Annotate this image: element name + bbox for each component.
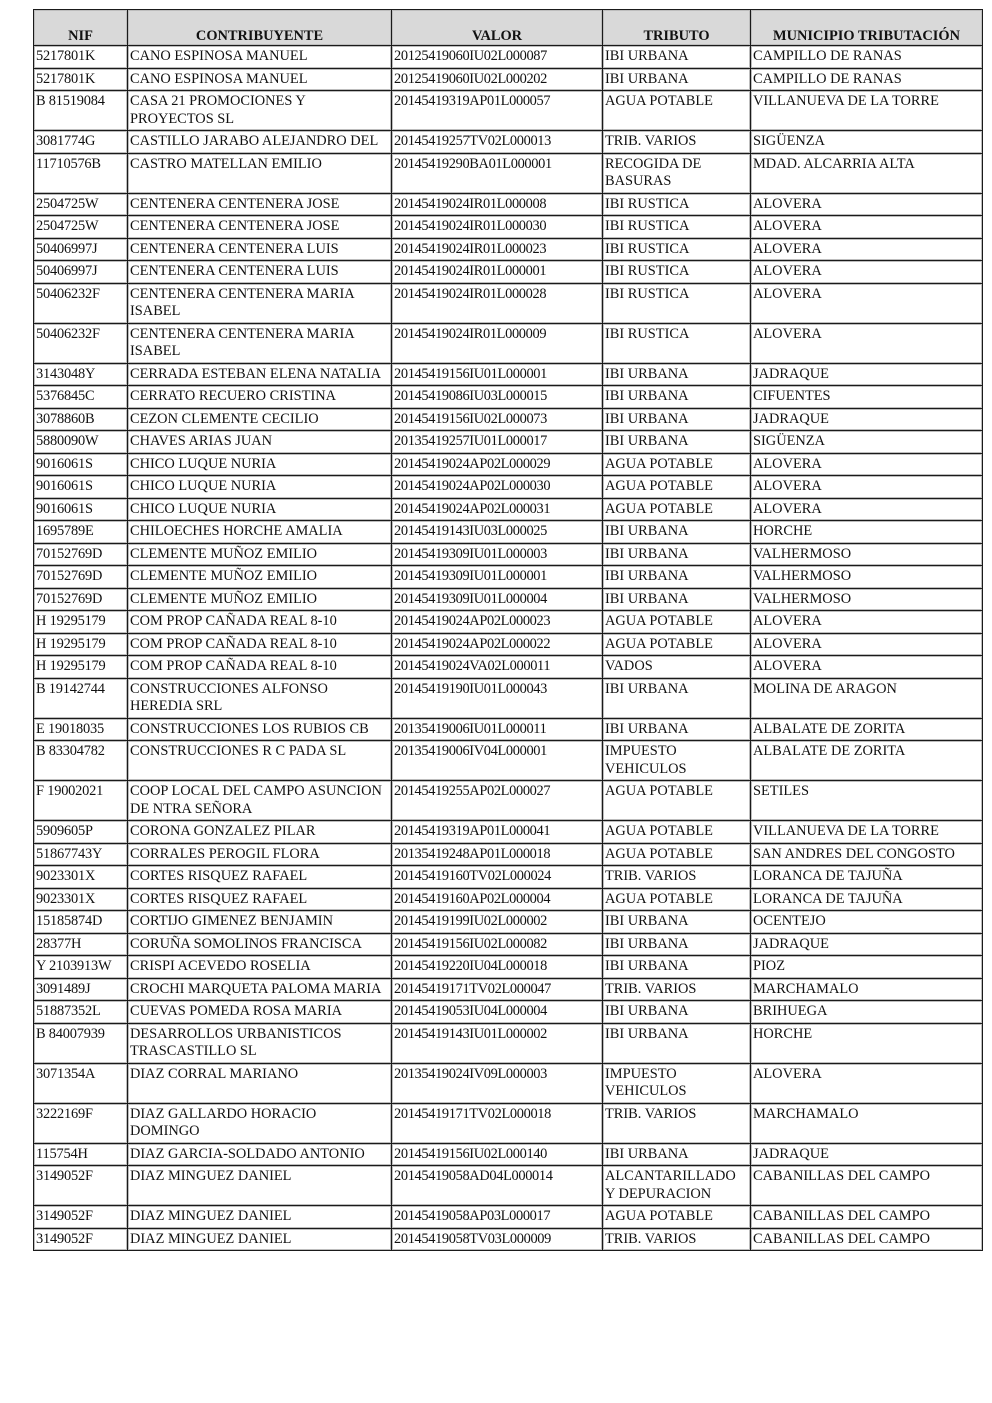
cell-valor: 20145419156IU02L000140	[392, 1143, 603, 1166]
cell-tributo: IBI RUSTICA	[603, 193, 751, 216]
cell-municipio: ALOVERA	[751, 453, 983, 476]
header-tributo: TRIBUTO	[603, 10, 751, 46]
cell-nif: 115754H	[34, 1143, 128, 1166]
cell-tributo: IBI RUSTICA	[603, 261, 751, 284]
cell-municipio: VALHERMOSO	[751, 543, 983, 566]
table-row	[34, 1228, 983, 1251]
cell-nif: 50406232F	[34, 323, 128, 363]
cell-municipio: ALOVERA	[751, 261, 983, 284]
cell-contribuyente: DESARROLLOS URBANISTICOS TRASCASTILLO SL	[128, 1023, 392, 1063]
cell-tributo: TRIB. VARIOS	[603, 131, 751, 154]
cell-valor: 20145419309IU01L000004	[392, 588, 603, 611]
table-row	[34, 261, 983, 284]
table-row	[34, 521, 983, 544]
cell-valor: 20135419024IV09L000003	[392, 1063, 603, 1103]
table-row	[34, 543, 983, 566]
cell-valor: 20145419220IU04L000018	[392, 956, 603, 979]
cell-contribuyente: CONSTRUCCIONES R C PADA SL	[128, 741, 392, 781]
cell-contribuyente: DIAZ GARCIA-SOLDADO ANTONIO	[128, 1143, 392, 1166]
cell-tributo: IBI URBANA	[603, 1143, 751, 1166]
cell-municipio: ALOVERA	[751, 656, 983, 679]
table-row	[34, 1143, 983, 1166]
cell-valor: 20135419006IU01L000011	[392, 718, 603, 741]
cell-tributo: AGUA POTABLE	[603, 453, 751, 476]
cell-contribuyente: CENTENERA CENTENERA LUIS	[128, 261, 392, 284]
cell-valor: 20145419143IU01L000002	[392, 1023, 603, 1063]
cell-nif: 51887352L	[34, 1001, 128, 1024]
table-row	[34, 843, 983, 866]
cell-contribuyente: CASTRO MATELLAN EMILIO	[128, 153, 392, 193]
cell-municipio: ALOVERA	[751, 476, 983, 499]
cell-nif: 11710576B	[34, 153, 128, 193]
cell-municipio: CAMPILLO DE RANAS	[751, 46, 983, 69]
table-row	[34, 611, 983, 634]
cell-nif: 3149052F	[34, 1228, 128, 1251]
cell-contribuyente: CLEMENTE MUÑOZ EMILIO	[128, 588, 392, 611]
cell-contribuyente: CRISPI ACEVEDO ROSELIA	[128, 956, 392, 979]
cell-contribuyente: COM PROP CAÑADA REAL 8-10	[128, 633, 392, 656]
cell-valor: 20145419058TV03L000009	[392, 1228, 603, 1251]
table-row	[34, 656, 983, 679]
cell-contribuyente: CONSTRUCCIONES LOS RUBIOS CB	[128, 718, 392, 741]
table-row	[34, 888, 983, 911]
cell-municipio: OCENTEJO	[751, 911, 983, 934]
cell-municipio: ALOVERA	[751, 1063, 983, 1103]
cell-nif: 28377H	[34, 933, 128, 956]
table-row	[34, 678, 983, 718]
cell-tributo: IBI URBANA	[603, 588, 751, 611]
cell-valor: 20145419156IU02L000073	[392, 408, 603, 431]
cell-contribuyente: CENTENERA CENTENERA JOSE	[128, 193, 392, 216]
cell-contribuyente: CERRATO RECUERO CRISTINA	[128, 386, 392, 409]
cell-valor: 20145419053IU04L000004	[392, 1001, 603, 1024]
table-row	[34, 718, 983, 741]
cell-valor: 20145419309IU01L000003	[392, 543, 603, 566]
cell-municipio: MDAD. ALCARRIA ALTA	[751, 153, 983, 193]
cell-valor: 20145419024IR01L000028	[392, 283, 603, 323]
cell-contribuyente: CHICO LUQUE NURIA	[128, 498, 392, 521]
cell-municipio: VALHERMOSO	[751, 566, 983, 589]
cell-municipio: JADRAQUE	[751, 363, 983, 386]
cell-municipio: JADRAQUE	[751, 933, 983, 956]
cell-contribuyente: DIAZ MINGUEZ DANIEL	[128, 1206, 392, 1229]
cell-tributo: IBI RUSTICA	[603, 283, 751, 323]
cell-tributo: IBI URBANA	[603, 408, 751, 431]
cell-municipio: LORANCA DE TAJUÑA	[751, 888, 983, 911]
cell-valor: 20145419309IU01L000001	[392, 566, 603, 589]
cell-contribuyente: CLEMENTE MUÑOZ EMILIO	[128, 566, 392, 589]
cell-tributo: IBI URBANA	[603, 363, 751, 386]
cell-tributo: IBI RUSTICA	[603, 323, 751, 363]
table-row	[34, 933, 983, 956]
cell-contribuyente: CHILOECHES HORCHE AMALIA	[128, 521, 392, 544]
cell-valor: 20145419024IR01L000009	[392, 323, 603, 363]
cell-contribuyente: DIAZ MINGUEZ DANIEL	[128, 1228, 392, 1251]
header-municipio: MUNICIPIO TRIBUTACIÓN	[751, 10, 983, 46]
cell-tributo: IBI URBANA	[603, 1001, 751, 1024]
cell-municipio: CABANILLAS DEL CAMPO	[751, 1206, 983, 1229]
cell-valor: 20145419024IR01L000008	[392, 193, 603, 216]
cell-contribuyente: CORTES RISQUEZ RAFAEL	[128, 888, 392, 911]
table-row	[34, 193, 983, 216]
cell-nif: 5880090W	[34, 431, 128, 454]
table-row	[34, 633, 983, 656]
cell-contribuyente: CASTILLO JARABO ALEJANDRO DEL	[128, 131, 392, 154]
cell-nif: 3222169F	[34, 1103, 128, 1143]
cell-nif: 50406232F	[34, 283, 128, 323]
cell-municipio: HORCHE	[751, 521, 983, 544]
cell-nif: B 84007939	[34, 1023, 128, 1063]
cell-nif: 9023301X	[34, 866, 128, 889]
cell-valor: 20145419319AP01L000041	[392, 821, 603, 844]
cell-tributo: TRIB. VARIOS	[603, 978, 751, 1001]
cell-valor: 20135419006IV04L000001	[392, 741, 603, 781]
cell-tributo: AGUA POTABLE	[603, 821, 751, 844]
cell-tributo: IBI URBANA	[603, 1023, 751, 1063]
cell-municipio: MOLINA DE ARAGON	[751, 678, 983, 718]
cell-nif: 5217801K	[34, 46, 128, 69]
table-row	[34, 153, 983, 193]
taxpayer-table	[33, 9, 983, 1251]
table-row	[34, 431, 983, 454]
table-row	[34, 386, 983, 409]
table-body	[34, 46, 983, 1251]
cell-tributo: IBI URBANA	[603, 718, 751, 741]
table-row	[34, 131, 983, 154]
cell-municipio: ALOVERA	[751, 238, 983, 261]
cell-nif: B 81519084	[34, 91, 128, 131]
cell-municipio: ALBALATE DE ZORITA	[751, 718, 983, 741]
cell-contribuyente: CHICO LUQUE NURIA	[128, 453, 392, 476]
cell-tributo: IBI URBANA	[603, 543, 751, 566]
cell-tributo: IBI RUSTICA	[603, 216, 751, 239]
cell-valor: 20125419060IU02L000202	[392, 68, 603, 91]
table-row	[34, 1023, 983, 1063]
cell-contribuyente: CORUÑA SOMOLINOS FRANCISCA	[128, 933, 392, 956]
table-row	[34, 956, 983, 979]
cell-municipio: BRIHUEGA	[751, 1001, 983, 1024]
cell-municipio: ALOVERA	[751, 498, 983, 521]
cell-tributo: TRIB. VARIOS	[603, 1228, 751, 1251]
header-nif: NIF	[34, 10, 128, 46]
header-valor: VALOR	[392, 10, 603, 46]
cell-tributo: AGUA POTABLE	[603, 781, 751, 821]
cell-nif: 3071354A	[34, 1063, 128, 1103]
cell-nif: 70152769D	[34, 543, 128, 566]
cell-nif: E 19018035	[34, 718, 128, 741]
cell-nif: 9016061S	[34, 453, 128, 476]
table-row	[34, 1063, 983, 1103]
table-row	[34, 238, 983, 261]
cell-valor: 20145419024AP02L000029	[392, 453, 603, 476]
table-row	[34, 453, 983, 476]
cell-nif: 5376845C	[34, 386, 128, 409]
cell-contribuyente: CENTENERA CENTENERA LUIS	[128, 238, 392, 261]
cell-valor: 20145419058AD04L000014	[392, 1166, 603, 1206]
cell-municipio: SETILES	[751, 781, 983, 821]
cell-tributo: AGUA POTABLE	[603, 843, 751, 866]
cell-valor: 20145419143IU03L000025	[392, 521, 603, 544]
cell-contribuyente: CORTIJO GIMENEZ BENJAMIN	[128, 911, 392, 934]
cell-contribuyente: COM PROP CAÑADA REAL 8-10	[128, 656, 392, 679]
cell-valor: 20145419058AP03L000017	[392, 1206, 603, 1229]
cell-municipio: SIGÜENZA	[751, 131, 983, 154]
table-row	[34, 978, 983, 1001]
cell-municipio: MARCHAMALO	[751, 1103, 983, 1143]
cell-municipio: CAMPILLO DE RANAS	[751, 68, 983, 91]
cell-tributo: IMPUESTO VEHICULOS	[603, 1063, 751, 1103]
table-row	[34, 866, 983, 889]
cell-tributo: IBI URBANA	[603, 386, 751, 409]
cell-valor: 20145419171TV02L000018	[392, 1103, 603, 1143]
cell-contribuyente: COM PROP CAÑADA REAL 8-10	[128, 611, 392, 634]
table-row	[34, 323, 983, 363]
cell-tributo: AGUA POTABLE	[603, 611, 751, 634]
cell-tributo: AGUA POTABLE	[603, 498, 751, 521]
cell-municipio: ALOVERA	[751, 283, 983, 323]
cell-contribuyente: CORRALES PEROGIL FLORA	[128, 843, 392, 866]
table-row	[34, 1206, 983, 1229]
table-row	[34, 68, 983, 91]
table-row	[34, 476, 983, 499]
cell-contribuyente: CHICO LUQUE NURIA	[128, 476, 392, 499]
cell-contribuyente: COOP LOCAL DEL CAMPO ASUNCION DE NTRA SEÑORA	[128, 781, 392, 821]
cell-nif: 70152769D	[34, 566, 128, 589]
cell-nif: 9016061S	[34, 498, 128, 521]
cell-nif: 5217801K	[34, 68, 128, 91]
cell-tributo: AGUA POTABLE	[603, 888, 751, 911]
cell-contribuyente: CANO ESPINOSA MANUEL	[128, 68, 392, 91]
cell-valor: 20145419156IU01L000001	[392, 363, 603, 386]
cell-valor: 20145419160AP02L000004	[392, 888, 603, 911]
cell-contribuyente: CUEVAS POMEDA ROSA MARIA	[128, 1001, 392, 1024]
cell-municipio: VALHERMOSO	[751, 588, 983, 611]
cell-nif: 5909605P	[34, 821, 128, 844]
cell-tributo: IBI URBANA	[603, 911, 751, 934]
cell-contribuyente: CLEMENTE MUÑOZ EMILIO	[128, 543, 392, 566]
cell-contribuyente: CEZON CLEMENTE CECILIO	[128, 408, 392, 431]
cell-nif: 50406997J	[34, 238, 128, 261]
cell-tributo: AGUA POTABLE	[603, 476, 751, 499]
cell-municipio: CABANILLAS DEL CAMPO	[751, 1166, 983, 1206]
cell-valor: 20135419248AP01L000018	[392, 843, 603, 866]
cell-municipio: HORCHE	[751, 1023, 983, 1063]
table-row	[34, 408, 983, 431]
cell-municipio: VILLANUEVA DE LA TORRE	[751, 821, 983, 844]
cell-valor: 20135419257IU01L000017	[392, 431, 603, 454]
cell-valor: 20145419319AP01L000057	[392, 91, 603, 131]
cell-contribuyente: CANO ESPINOSA MANUEL	[128, 46, 392, 69]
cell-tributo: IBI RUSTICA	[603, 238, 751, 261]
table-row	[34, 498, 983, 521]
cell-tributo: TRIB. VARIOS	[603, 866, 751, 889]
cell-nif: 3149052F	[34, 1166, 128, 1206]
cell-tributo: IBI URBANA	[603, 46, 751, 69]
cell-nif: 9023301X	[34, 888, 128, 911]
cell-municipio: JADRAQUE	[751, 408, 983, 431]
cell-municipio: CIFUENTES	[751, 386, 983, 409]
cell-tributo: AGUA POTABLE	[603, 91, 751, 131]
cell-municipio: LORANCA DE TAJUÑA	[751, 866, 983, 889]
table-row	[34, 566, 983, 589]
table-row	[34, 911, 983, 934]
cell-nif: 70152769D	[34, 588, 128, 611]
cell-nif: F 19002021	[34, 781, 128, 821]
cell-municipio: PIOZ	[751, 956, 983, 979]
cell-contribuyente: CENTENERA CENTENERA JOSE	[128, 216, 392, 239]
cell-tributo: IBI URBANA	[603, 678, 751, 718]
cell-contribuyente: CASA 21 PROMOCIONES Y PROYECTOS SL	[128, 91, 392, 131]
cell-contribuyente: DIAZ MINGUEZ DANIEL	[128, 1166, 392, 1206]
cell-valor: 20145419024AP02L000023	[392, 611, 603, 634]
cell-contribuyente: CORTES RISQUEZ RAFAEL	[128, 866, 392, 889]
cell-nif: H 19295179	[34, 611, 128, 634]
cell-municipio: ALOVERA	[751, 193, 983, 216]
cell-nif: 1695789E	[34, 521, 128, 544]
cell-valor: 20145419024IR01L000030	[392, 216, 603, 239]
cell-valor: 20145419257TV02L000013	[392, 131, 603, 154]
cell-valor: 20145419190IU01L000043	[392, 678, 603, 718]
cell-nif: 3143048Y	[34, 363, 128, 386]
cell-tributo: IBI URBANA	[603, 68, 751, 91]
cell-municipio: ALOVERA	[751, 611, 983, 634]
cell-valor: 20145419290BA01L000001	[392, 153, 603, 193]
cell-municipio: ALBALATE DE ZORITA	[751, 741, 983, 781]
cell-nif: 9016061S	[34, 476, 128, 499]
cell-contribuyente: DIAZ CORRAL MARIANO	[128, 1063, 392, 1103]
header-row	[34, 10, 983, 46]
cell-valor: 20125419060IU02L000087	[392, 46, 603, 69]
table-row	[34, 1166, 983, 1206]
cell-tributo: IBI URBANA	[603, 933, 751, 956]
cell-municipio: ALOVERA	[751, 216, 983, 239]
header-contribuyente: CONTRIBUYENTE	[128, 10, 392, 46]
cell-valor: 20145419171TV02L000047	[392, 978, 603, 1001]
cell-nif: Y 2103913W	[34, 956, 128, 979]
cell-municipio: SIGÜENZA	[751, 431, 983, 454]
cell-contribuyente: CONSTRUCCIONES ALFONSO HEREDIA SRL	[128, 678, 392, 718]
cell-contribuyente: CENTENERA CENTENERA MARIA ISABEL	[128, 283, 392, 323]
cell-municipio: CABANILLAS DEL CAMPO	[751, 1228, 983, 1251]
cell-valor: 20145419160TV02L000024	[392, 866, 603, 889]
cell-contribuyente: CHAVES ARIAS JUAN	[128, 431, 392, 454]
cell-contribuyente: CORONA GONZALEZ PILAR	[128, 821, 392, 844]
cell-contribuyente: CERRADA ESTEBAN ELENA NATALIA	[128, 363, 392, 386]
cell-nif: 2504725W	[34, 193, 128, 216]
cell-valor: 20145419024AP02L000022	[392, 633, 603, 656]
cell-nif: 15185874D	[34, 911, 128, 934]
cell-municipio: JADRAQUE	[751, 1143, 983, 1166]
cell-contribuyente: CENTENERA CENTENERA MARIA ISABEL	[128, 323, 392, 363]
cell-tributo: IMPUESTO VEHICULOS	[603, 741, 751, 781]
table-row	[34, 781, 983, 821]
cell-tributo: IBI URBANA	[603, 431, 751, 454]
cell-nif: H 19295179	[34, 656, 128, 679]
cell-valor: 20145419255AP02L000027	[392, 781, 603, 821]
table-row	[34, 588, 983, 611]
cell-nif: 3149052F	[34, 1206, 128, 1229]
table-row	[34, 1001, 983, 1024]
table-row	[34, 216, 983, 239]
cell-valor: 20145419024AP02L000030	[392, 476, 603, 499]
cell-valor: 20145419086IU03L000015	[392, 386, 603, 409]
cell-municipio: ALOVERA	[751, 633, 983, 656]
cell-tributo: IBI URBANA	[603, 956, 751, 979]
cell-valor: 20145419156IU02L000082	[392, 933, 603, 956]
table-row	[34, 821, 983, 844]
cell-contribuyente: CROCHI MARQUETA PALOMA MARIA	[128, 978, 392, 1001]
cell-municipio: MARCHAMALO	[751, 978, 983, 1001]
cell-nif: B 83304782	[34, 741, 128, 781]
cell-tributo: AGUA POTABLE	[603, 1206, 751, 1229]
table-row	[34, 91, 983, 131]
cell-municipio: VILLANUEVA DE LA TORRE	[751, 91, 983, 131]
cell-valor: 20145419024IR01L000001	[392, 261, 603, 284]
cell-nif: 51867743Y	[34, 843, 128, 866]
cell-nif: 3078860B	[34, 408, 128, 431]
cell-tributo: VADOS	[603, 656, 751, 679]
cell-valor: 20145419199IU02L000002	[392, 911, 603, 934]
cell-valor: 20145419024AP02L000031	[392, 498, 603, 521]
cell-valor: 20145419024IR01L000023	[392, 238, 603, 261]
table-row	[34, 283, 983, 323]
cell-nif: 50406997J	[34, 261, 128, 284]
cell-municipio: SAN ANDRES DEL CONGOSTO	[751, 843, 983, 866]
cell-tributo: RECOGIDA DE BASURAS	[603, 153, 751, 193]
cell-nif: B 19142744	[34, 678, 128, 718]
cell-tributo: IBI URBANA	[603, 566, 751, 589]
cell-nif: 2504725W	[34, 216, 128, 239]
table-row	[34, 46, 983, 69]
cell-tributo: IBI URBANA	[603, 521, 751, 544]
cell-contribuyente: DIAZ GALLARDO HORACIO DOMINGO	[128, 1103, 392, 1143]
cell-nif: 3091489J	[34, 978, 128, 1001]
cell-tributo: ALCANTARILLADO Y DEPURACION	[603, 1166, 751, 1206]
cell-nif: 3081774G	[34, 131, 128, 154]
cell-tributo: TRIB. VARIOS	[603, 1103, 751, 1143]
cell-tributo: AGUA POTABLE	[603, 633, 751, 656]
table-header	[34, 10, 983, 46]
cell-municipio: ALOVERA	[751, 323, 983, 363]
table-row	[34, 363, 983, 386]
cell-nif: H 19295179	[34, 633, 128, 656]
cell-valor: 20145419024VA02L000011	[392, 656, 603, 679]
table-row	[34, 1103, 983, 1143]
table-row	[34, 741, 983, 781]
